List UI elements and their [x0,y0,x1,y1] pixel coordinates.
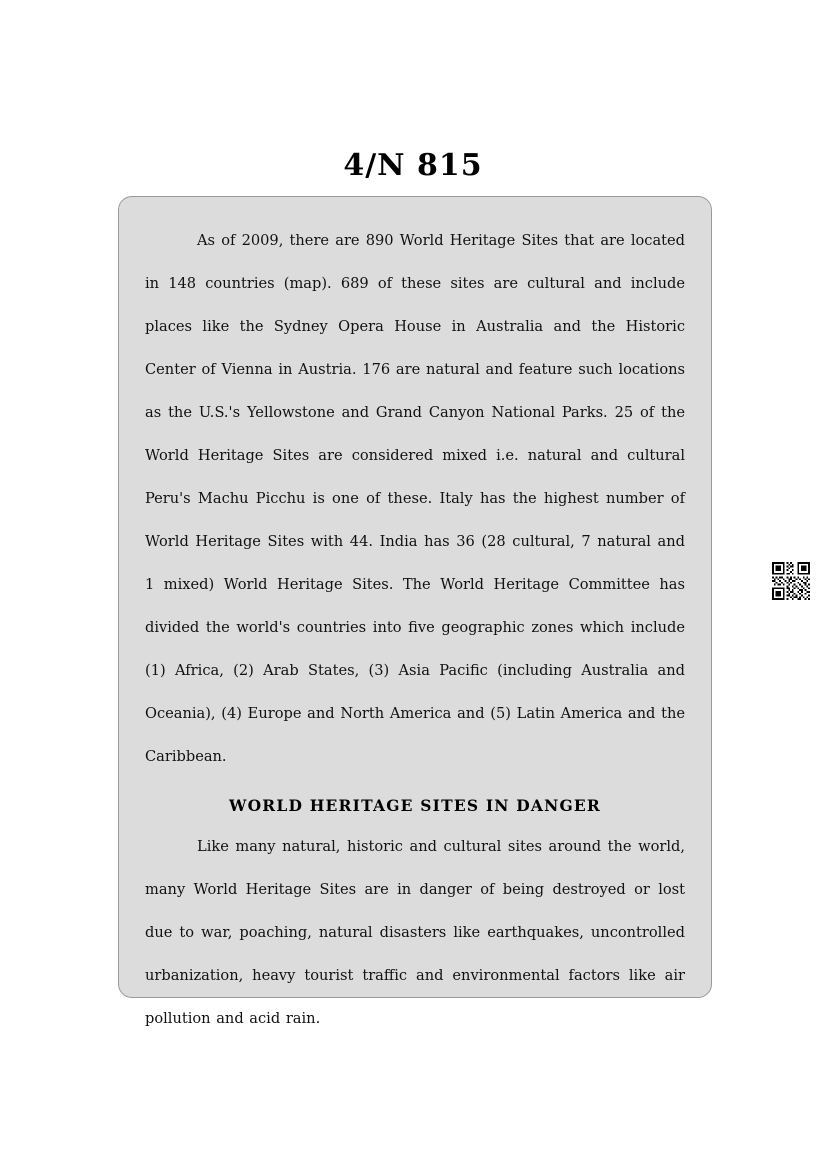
section-heading: WORLD HERITAGE SITES IN DANGER [228,796,602,815]
body-paragraph-2: Like many natural, historic and cultural sites around the world, many World Heritage Sites are in danger of being destroyed or lost due to war, poaching, natural disasters like earthquakes, uncontrolled urbanization, heavy tourist traffic and environmental factors like air pollution and acid rain. [145,838,685,1027]
page-title: 4/N 815 [343,148,483,183]
content-box [118,196,712,1027]
body-paragraph-1: As of 2009, there are 890 World Heritage Sites that are located in 148 countries (map). 689 of these sites are cultural and include places like the Sydney Opera House in Australia and the Historic Center of Vienna in Austria. 176 are natural and feature such locations as the U.S.'s Yellowstone and Grand Canyon National Parks. 25 of the World Heritage Sites are considered mixed i.e. natural and cultural Peru's Machu Picchu is one of these. Italy has the highest number of World Heritage Sites with 44. India has 36 (28 cultural, 7 natural and 1 mixed) World Heritage Sites. The World Heritage Committee has divided the world's countries into five geographic zones which include (1) Africa, (2) Arab States, (3) Asia Pacific (including Australia and Oceania), (4) Europe and North America and (5) Latin America and the Caribbean. [145,232,685,765]
qr-code-icon [772,562,810,600]
